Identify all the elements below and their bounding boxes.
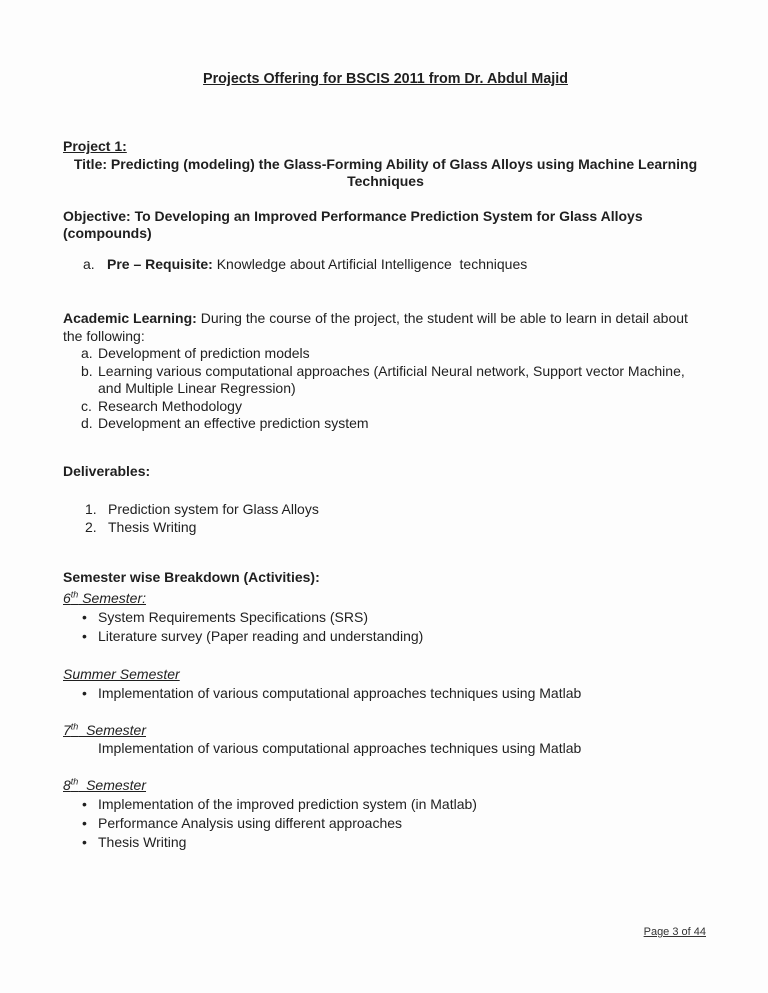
list-marker: 1.: [85, 501, 97, 517]
list-item-text: Research Methodology: [98, 397, 242, 414]
project-1-heading: Project 1:: [63, 138, 127, 154]
document-title: Projects Offering for BSCIS 2011 from Dr. Abdul Majid: [203, 71, 568, 87]
semester-breakdown-heading: Semester wise Breakdown (Activities):: [63, 569, 320, 585]
list-item-text: Development an effective prediction system: [98, 415, 369, 431]
bullet-item-text: Performance Analysis using different approaches: [98, 814, 403, 831]
bullet-icon: •: [82, 795, 87, 812]
project-title: Title: Predicting (modeling) the Glass-Forming Ability of Glass Alloys using Machine Learning Techniques: [73, 155, 702, 189]
bullet-icon: •: [82, 833, 87, 850]
semester-ordinal-sup: th: [70, 776, 79, 787]
bullet-item-text: System Requirements Specifications (SRS): [98, 608, 368, 625]
bullet-icon: •: [82, 814, 87, 831]
list-marker: a.: [83, 255, 95, 272]
bullet-icon: •: [82, 684, 87, 701]
semester-label: Semester: [78, 777, 147, 794]
list-item-text: Thesis Writing: [108, 518, 197, 535]
list-marker: c.: [81, 397, 92, 414]
list-item: [81, 398, 708, 416]
list-marker: 2.: [85, 518, 97, 535]
semester-6th-bullets: [82, 608, 708, 646]
academic-learning-text: During the course of the project, the student will be able to learn in detail about the following:: [63, 310, 692, 344]
list-item: [81, 363, 708, 398]
semester-label: Semester:: [78, 590, 147, 607]
semester-summer-bullets: [82, 684, 708, 703]
list-marker: d.: [81, 415, 93, 431]
prerequisite-text: [107, 256, 708, 274]
semester-ordinal-sup: th: [70, 721, 79, 732]
prerequisite-item: [83, 256, 708, 274]
semester-heading-6th: [63, 587, 708, 608]
bullet-item-text: Implementation of the improved prediction system (in Matlab): [98, 795, 477, 812]
list-item: [85, 519, 708, 537]
prerequisite-value: Knowledge about Artificial Intelligence techniques: [212, 255, 528, 272]
bullet-icon: •: [82, 608, 87, 625]
semester-number: 6: [63, 590, 71, 607]
bullet-item: [82, 814, 708, 833]
deliverables-heading: Deliverables:: [63, 462, 151, 479]
academic-learning-intro: [63, 310, 708, 345]
list-item: [81, 415, 708, 433]
academic-learning-list: [81, 345, 708, 433]
list-item: [85, 501, 708, 519]
list-marker: b.: [81, 362, 93, 379]
bullet-icon: •: [82, 627, 87, 644]
project-objective: Objective: To Developing an Improved Performance Prediction System for Glass Alloys (compounds): [63, 207, 647, 241]
bullet-item-text: Thesis Writing: [98, 833, 187, 850]
list-marker: a.: [81, 345, 93, 361]
deliverables-list: [85, 501, 708, 536]
semester-heading-7th: [63, 719, 708, 740]
prerequisite-label: Pre – Requisite:: [107, 255, 213, 272]
list-item-text: Prediction system for Glass Alloys: [108, 501, 319, 517]
bullet-item: [82, 608, 708, 627]
bullet-item-text: Literature survey (Paper reading and understanding): [98, 627, 424, 644]
semester-number: 7: [63, 722, 71, 739]
semester-7th-activity: Implementation of various computational approaches techniques using Matlab: [98, 739, 582, 756]
academic-learning-label: Academic Learning:: [63, 310, 197, 326]
bullet-item: [82, 833, 708, 852]
semester-number: 8: [63, 777, 71, 794]
semester-heading-8th: [63, 773, 708, 794]
list-item: [81, 345, 708, 363]
list-item-text: Learning various computational approaches (Artificial Neural network, Support vector Machine, and Multiple Linear Regression): [98, 362, 689, 396]
semester-ordinal-sup: th: [70, 589, 79, 600]
bullet-item: [82, 684, 708, 703]
list-item-text: Development of prediction models: [98, 345, 310, 361]
semester-heading-summer: [63, 663, 708, 684]
semester-label: Summer Semester: [63, 666, 180, 683]
semester-label: Semester: [78, 722, 147, 739]
semester-8th-bullets: [82, 795, 708, 852]
bullet-item: [82, 795, 708, 814]
bullet-item-text: Implementation of various computational approaches techniques using Matlab: [98, 684, 582, 701]
bullet-item: [82, 627, 708, 646]
page-number: Page 3 of 44: [643, 926, 706, 938]
